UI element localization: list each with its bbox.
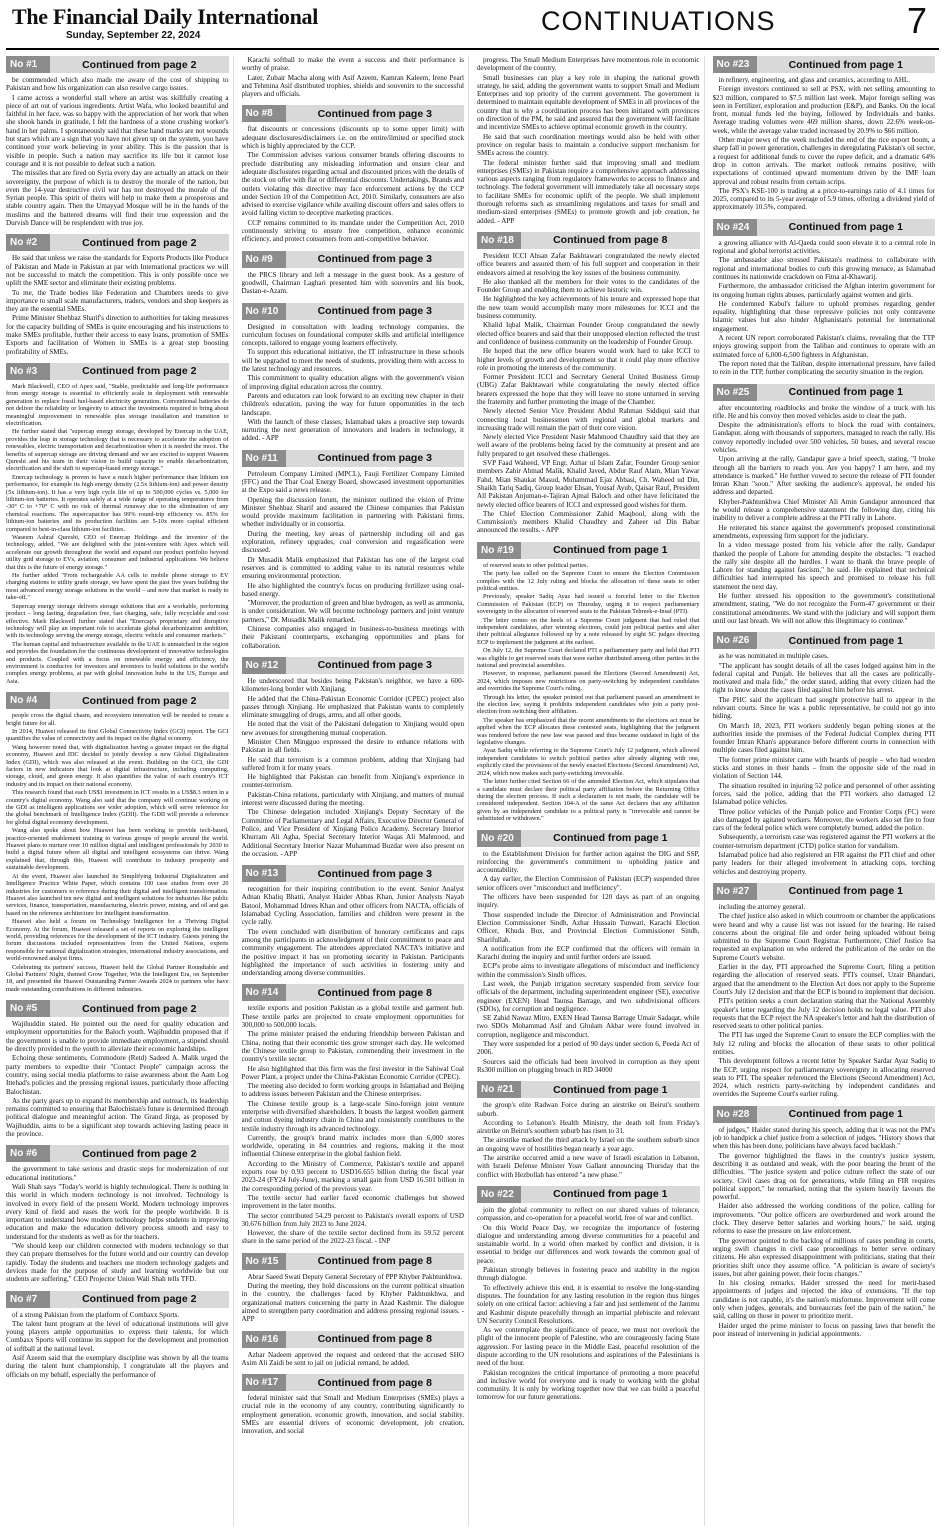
story-paragraph: With the launch of these classes, Islamabad takes a proactive step towards nurturing the next generation of innovators and leaders in technology, it added. - APP (241, 417, 464, 443)
continuation-story (242, 1331, 465, 1368)
story-paragraph: In a video message posted from his vehicle after the rally, Gandapur thanked the people of Lahore for attending despite the obstacles. "I reached the rally site despite all the hurdles. I want to thank the brave people of Lahore for standing against fascism," he said. He explained that technical difficulties had interrupted his speech and promised to release his full statement the next day. (712, 541, 935, 591)
story-number: No #26 (713, 632, 757, 649)
story-paragraph: join the global community to reflect on our shared values of tolerance, compassion, and co-operation for a peaceful world, free of war and conflict. (477, 1205, 700, 1223)
story-paragraph: The ambassador also stressed Pakistan's readiness to collaborate with regional and international bodies to curb this growing menace, as Islamabad continues its nationwide crackdown on Fitna al-Khawarij. (712, 256, 935, 281)
story-paragraph: Other major news of the week included the end of the rice export boom, a sharp fall in power generation, challenges in deregulating Pakistan's oil sector, a request for additional funds to cover the rupee deficit, and a dramatic 64% drop in cotton arrivals. The market outlook remains positive, with expectations of continued upward momentum driven by the IMF loan approval and robust results from certain scrips. (712, 136, 935, 186)
story-paragraph: He condemned Kabul's failure to uphold promises regarding gender equality, highlighting that these repressive policies not only contravene Islamic values but also hinder Afghanistan's potential for international engagement. (712, 299, 935, 333)
continuation-story (6, 1145, 229, 1283)
continuation-story (6, 1000, 229, 1138)
story-paragraph: Opening the discussion forum, the minister outlined the vision of Prime Minister Shehbaz Sharif and assured the Chinese companies that Pakistan would provide maximum facilitation in partnering with Pakistani firms, whether individually or in consortia. (241, 495, 464, 529)
story-paragraph: Khyber-Pakhtunkhwa Chief Minister Ali Amin Gandapur announced that he would release a comprehensive statement the following day, citing his inability to deliver a complete address at the PTI rally in Lahore. (712, 497, 935, 523)
masthead (6, 0, 939, 50)
continuation-story (6, 234, 229, 356)
story-continued-label: Continued from page 8 (553, 234, 668, 247)
story-paragraph: CCP remains committed to its mandate under the Competition Act, 2010 continuously striving to ensure free competition, enhance economic efficiency, and protect consumers from anti-competitive behavior. (241, 218, 464, 244)
story-number: No #2 (6, 234, 50, 251)
continuation-story (6, 1291, 229, 1379)
story-paragraph: The letter comes on the heels of a Supreme Court judgment that had ruled that independent candidates, after winning elections, could join political parties and alter their political allegiance followed up by a note released by eight SC judges directing ECP to implement the judgment at the earliest. (477, 616, 700, 646)
story-paragraph: people cross the digital chasm, and ecosystem innovation will be needed to create a bright future for all. (6, 712, 229, 727)
story-paragraph: Enercap technology is proven to have a much higher performance than lithium ion performance, for example its high energy density (2.5x lithium-ion) and power density (5x lithium-ion). It has a very high cycle life of up to 500,000 cycles vs. 5,000 for lithium-ion batteries. It operates safely at a wide range of operating temperatures from -30° C to +70° C with no risk of thermal runaway due to the elimination of any chemical reactions. The supercapacitor has 99% round-trip efficiency vs. 85% for lithium-ion batteries and its production facilities are 5-10x more capital efficient compared to best-in-class lithium-ion facilities. (6, 473, 229, 533)
story-paragraph: During the meeting, key areas of partnership including oil and gas exploration, refinery upgrades, coal conversion and regasification were discussed. (241, 529, 464, 555)
story-paragraph: the group's elite Radwan Force during an airstrike on Beirut's southern suburb. (477, 1101, 700, 1118)
story-paragraph: The officers have been suspended for 120 days as part of an ongoing inquiry. (477, 893, 700, 910)
story-paragraph: Those suspended include the Director of Administration and Provincial Election Commissioner Sindh, Azhar Hussain Tunwari, Karachi Election Officer, Khuda Bux, and Provincial Election Commissioner Sindh, Sharifullah. (477, 910, 700, 944)
story-header (477, 232, 700, 249)
story-paragraph: Azhar Nadeem approved the request and ordered that the accused SHO Asim Ali Zaidi be sent to jail on judicial remand, he added. (241, 1350, 464, 1367)
story-paragraph: As we contemplate the significance of peace, we must not overlook the plight of the innocent people of Palestine, who are courageously facing State aggression. For lasting peace in the Middle East, peaceful resolution of the dispute according to the UN resolutions and aspirations of the Palestinians is need of the hour. (477, 1326, 700, 1368)
continuation-story (242, 450, 465, 650)
story-paragraph: He said that such coordination meetings would also be held with other province on regular basis to maintain a conducive support mechanism for SMEs across the country. (477, 132, 700, 158)
story-paragraph: the government to take serious and drastic steps for modernization of our educational institutions." (6, 1165, 229, 1182)
story-paragraph: The Chinese textile group is a large-scale Sino-foreign joint venture enterprise with diversified shareholders. It boasts the largest woollen garment and cotton dyeing industry chain in China and consistently contributes to the textile industry through its advanced technology. (241, 1099, 464, 1133)
story-paragraph: He highlighted the key achievements of his tenure and expressed hope that the new team would accomplish many more milestones for ICCI and the business community. (477, 295, 700, 321)
story-header (713, 1106, 936, 1123)
story-paragraph: to the Establishment Division for further action against the DIG and SSP, reinforcing the government's commitment to upholding justice and accountability. (477, 849, 700, 875)
story-number: No #19 (477, 542, 521, 559)
story-paragraph: The federal minister further said that improving small and medium enterprises (SMEs) in Pakistan require a comprehensive approach addressing various aspects ranging from regulatory frameworks to access to finance and technology. The federal government will immediately take all necessary steps to facilitate SMEs for economic uplift of the people. We shall implement thorough reforms such as streamlining regulations and taxes for small and medium-sized enterprises (SMEs) to promote growth and job creation, he added. - APP (477, 158, 700, 225)
story-header (6, 1145, 229, 1162)
story-paragraph: The missiles that are fired on Syria every day are actually an attack on their sovereignty, the purpose of which is to destroy the morale of the nation, but even the 14-year destructive civil war has not destroyed the morale of the Syrian people. This spirit of theirs will help to make them a prosperous and stable country again. Then the Umayyad Mosque will be in the hands of the muslims and the battered dreams will find their true expression and the Durvish Dance will be resplendent with true joy. (6, 169, 229, 228)
story-header (242, 984, 465, 1001)
story-paragraph: Prime Minister Shehbaz Sharif's direction to authorities for taking measures for the capacity building of SMEs is quite encouraging and his instructions to make SMEs profitable, further their access to easy loans, promotion of SMEs Exports and facilitation of Women in SMEs is a great step boosting profitability of SMEs. (6, 314, 229, 356)
page-number: 7 (906, 0, 927, 41)
continuation-story (713, 632, 936, 876)
story-paragraph: Parents and educators can look forward to an exciting new chapter in their children's education, paving the way for future opportunities in the tech landscape. (241, 391, 464, 417)
story-number: No #14 (242, 984, 286, 1001)
story-paragraph: Small businesses can play a key role in shaping the national growth strategy, he said, adding the government wants to support Small and Medium Enterprises and top priority of the current government. The government is determined to maintain equitable development of SMEs in all provinces of the country that is why a coordination process has been initiated with provinces on direction of the PM, he said and assured that the government will facilitate and incentivize SMEs to achieve optimal economic growth in the country. (477, 73, 700, 132)
column-1 (6, 56, 234, 1526)
story-paragraph: He also highlighted the country's focus on producing fertilizer using coal-based energy. (241, 581, 464, 598)
continuation-story (477, 1081, 700, 1179)
story-paragraph: The letter further cited Section 66 of the amended Election Act, which stipulates that a candidate must declare their political party affiliation before the Returning Office during the election process. If such a declaration is not made, the candidate will be considered independent. Section 104-A of the same Act declares that any affiliation given by an independent candidate to a political party is "irrevocable and cannot be substituted or withdrawn." (477, 778, 700, 823)
story-number: No #18 (477, 232, 521, 249)
story-paragraph: Chinese companies also engaged in business-to-business meetings with their Pakistani counterparts, exchanging opportunities and plans for collaboration. (241, 625, 464, 650)
story-continued-label: Continued from page 1 (788, 386, 903, 398)
story-paragraph: Haider also addressed the working conditions of the police, calling for improvements. "Our police officers are overburdened and work around the clock. They deserve better salaries and working hours," he said, urging reforms to ease the pressure on law enforcement. (712, 1202, 935, 1236)
story-paragraph: Pakistan-China relations, particularly with Xinjiang, and matters of mutual interest were discussed during the meeting. (241, 790, 464, 808)
story-paragraph: Petroleum Company Limited (MPCL), Fauji Fertilizer Company Limited (FFC) and the Thar Coal Energy Board, showcased investment opportunities at the Expo said a news release. (241, 469, 464, 495)
story-paragraph: The prime minister praised the enduring friendship between Pakistan and China, noting that their economic ties grow stronger each day. He welcomed the Chinese textile group to Pakistan, commending their investment in the country's textile sector. (241, 1030, 464, 1064)
story-paragraph: To effectively achieve this end, it is essential to resolve the long-standing disputes. The foundation for any lasting resolution in the region thus hinges solely on one critical factor: achieving a fair and just settlement of the Jammu and Kashmir dispute peacefully through an impartial plebiscite and relevant UN Security Council Resolutions. (477, 1283, 700, 1325)
story-paragraph: Furthermore, the ambassador criticised the Afghan interim government for its ongoing human rights abuses, particularly against women and girls. (712, 282, 935, 299)
continuation-story (477, 232, 700, 535)
story-paragraph: Subsequently, a terrorism case was registered against the PTI workers at the counter-terrorism department (CTD) police station for vandalism. (712, 833, 935, 850)
story-paragraph: Asif Azeem said that the exemplary discipline was shown by all the teams during the talent hunt championship, I congratulate all the players and officials on my behalf, especially the performance of (6, 1353, 229, 1379)
story-paragraph: the PRCS library and left a message in the guest book. As a gesture of goodwill, Chairman Laghari presented him with souvenirs and his book, Dastan-e-Azam. (241, 270, 464, 296)
story-header (242, 1374, 465, 1391)
story-paragraph: Earlier in the day, PTI approached the Supreme Court, filing a petition regarding the allocation of reserved seats. PTI's counsel, Uzair Bhandari, argued that the amendment to the Election Act does not apply to the Supreme Court's July 12 decision and that the ECP is bound to implement that decision. (712, 963, 935, 996)
story-continued-label: Continued from page 1 (788, 885, 903, 898)
section-title: CONTINUATIONS (541, 6, 776, 36)
story-continued-label: Continued from page 1 (788, 58, 903, 71)
continuation-story (477, 542, 700, 823)
column-4 (713, 56, 940, 1526)
continuation-story (477, 830, 700, 1075)
story-number: No #22 (477, 1186, 521, 1203)
story-number: No #3 (6, 363, 50, 380)
story-paragraph: Last week, the Punjab irrigation secretary suspended from service four officials of the department, including superintendent engineer (SE), executive engineer (EXEN) Head Taunsa Barrage, and two subdivisional officers (SDOs), for corruption and negligence. (477, 980, 700, 1013)
story-paragraph: The event concluded with distribution of honorary certificates and caps among the participants in acknowledgment of their commitment to peace and community engagement. The attendees appreciated NACTA's initiative and the positive impact it has on promoting security in Pakistan. Participants highlighted the importance of such activities in fostering unity and understanding among diverse communities. (241, 927, 464, 978)
story-paragraph: ECP's probe aims to investigate allegations of misconduct and inefficiency within the commission's Sindh offices. (477, 962, 700, 979)
story-paragraph: He further stressed his opposition to the government's constitutional amendment, stating, "We do not recognize the Form-47 government or their constitutional amendments. We stand with the judiciary and will support them until our last breath. We will not allow this illegitimacy to continue." (712, 592, 935, 625)
column-2 (242, 56, 470, 1526)
story-number: No #9 (242, 251, 286, 268)
story-header (477, 542, 700, 559)
story-continued-label: Continued from page 1 (788, 634, 903, 647)
story-continued-label: Continued from page 1 (788, 221, 903, 234)
story-paragraph: During the meeting, they hold discussions on the current political situation in the country, the challenges faced by Khyber Pakhtunkhwa, and organizational matters concerning the party in Azad Kashmir. The dialogue aimed to strengthen party coordination and address pressing regional issues. - APP (241, 1282, 464, 1324)
story-paragraph: as he was nominated in multiple cases. (718, 652, 829, 661)
story-paragraph: He further stated that "supercap energy storage, developed by Enercap in the UAE, provides the leap in storage technology that is necessary to accelerate the adoption of renewables, electric transportation and decarbonization when it is needed the most. The benefits of supercap storage are driving demand and we are excited to support Waseem Qureshi and his team in their vision to build capacity to enable decarbonization, electrification and the shift to supercap-based energy storage." (6, 428, 229, 473)
story-paragraph: Wajihuddin stated. He pointed out the need for quality education and employment opportunities for the Baloch youth. Wajihuddin proposed that if the government is unable to provide immediate employment, a stipend should be directly provided to the youth to alleviate their economic hardships. (6, 1020, 229, 1054)
story-paragraph: The airstrike marked the third attack by Israel on the southern suburb since an ongoing wave of hostilities began nearly a year ago. (477, 1136, 700, 1153)
story-paragraph: The Chinese delegation included Xinjiang's Deputy Secretary of the Committee of Parliamentary and Legal Affairs, Executive Director General of Police, and Vice President of Xinjiang Police Academy. Secretary Interior Khurram Ali Agha, Special Secretary Interior Waqas Ali Mahmood, and Additional Secretary Interior Nazar Muhammad Buzdar were also present on the occasion. - APP (241, 808, 464, 858)
continuation-story (242, 56, 465, 98)
story-paragraph: The sector contributed 54.29 percent to Pakistan's overall exports of USD 30.676 billion from July 2023 to June 2024. (241, 1211, 464, 1228)
story-paragraph: progress. The Small Medium Enterprises have momentous role in economic development of the country. (477, 56, 700, 73)
story-header (713, 632, 936, 649)
story-paragraph: Huawei also held a forum on Technology Intelligence for a Thriving Digital Economy. At the forum, Huawei released a set of reports on exploring the intelligent world, providing references for the development of the ICT industry. Guests joining the forum discussions included representatives from the United Nations, experts responsible for national digitalization strategies, international industry associations, and world-renowned analyst firms. (6, 918, 229, 963)
story-paragraph: To me, the Trade bodies like Federation and Chambers needs to give importance to small scale manufacturers, traders, vendors and shop keepers as they are the essential SMEs. (6, 288, 229, 314)
story-paragraph: The governor pointed to the backlog of millions of cases pending in courts, urging swift changes in civil case proceedings to better serve ordinary citizens. He also expressed disappointment with politicians, stating that their priorities shift once they assume office. "A politician is aware of society's issues, but after gaining power, their focus changes." (712, 1236, 935, 1278)
story-header (713, 883, 936, 900)
story-continued-label: Continued from page 2 (82, 1293, 197, 1305)
story-paragraph: Dr Musadik Malik emphasized that Pakistan has one of the largest coal reserves and is committed to adding value to its natural resources while ensuring environmental protection. (241, 555, 464, 581)
story-paragraph: The textile sector had earlier faced economic challenges but showed improvement in the later months. (241, 1193, 464, 1211)
story-paragraph: Sources said the officials had been involved in corruption as they spent Rs300 million on plugging breach in RD 34000 (477, 1057, 700, 1074)
story-paragraph: He also highlighted that this firm was the first investor in the Sahiwal Coal Power Plant, a project under the China-Pakistan Economic Corridor (CPEC). (241, 1064, 464, 1081)
story-number: No #15 (242, 1253, 286, 1270)
continuation-story (713, 219, 936, 377)
story-paragraph: SE Zahid Nawaz Mitro, EXEN Head Taunsa Barrage Umair Sadaqat, while two SDOs Mohammad Asif and Ghulam Akbar were found involved in corruption, negligence and misconduct. (477, 1014, 700, 1039)
story-paragraph: The PTI has urged the Supreme Court to ensure the ECP complies with the July 12 ruling and blocks the allocation of these seats to other political entities. (712, 1031, 935, 1056)
story-paragraph: He further added "From rechargeable AA cells to mobile phone storage to EV charging stations to utility grade storage, we have spent the past five years building the most advanced energy storage solutions in the world – and now that market is ready to take-off." (6, 572, 229, 602)
continuation-story (242, 251, 465, 296)
story-header (242, 1253, 465, 1270)
story-number: No #5 (6, 1000, 50, 1017)
story-number: No #23 (713, 56, 757, 73)
story-paragraph: be commended which also made me aware of the cost of shipping to Pakistan and how his organization can also resolve cargo issues. (6, 76, 229, 93)
story-paragraph: The meeting also decided to form working groups in Islamabad and Beijing to address issues between Pakistan and the Chinese enterprises. (241, 1082, 464, 1099)
continuation-story (713, 384, 936, 626)
story-number: No #20 (477, 830, 521, 847)
story-paragraph: To support this educational initiative, the IT infrastructure in these schools will be upgraded to meet the needs of students, providing them with access to the latest technology and resources. (241, 348, 464, 374)
continuation-story (242, 657, 465, 858)
story-paragraph: A notification from the ECP confirmed that the officers will remain in Karachi during the inquiry and until further orders are issued. (477, 944, 700, 962)
continuation-story (242, 303, 465, 443)
continuation-story (6, 692, 229, 993)
story-header (242, 1331, 465, 1348)
story-continued-label: Continued from page 2 (82, 365, 197, 378)
story-paragraph: Former President ICCI and Secretary General United Business Group (UBG) Zafar Bakhtawari while congratulating the newly elected office bearers expressed the hope that they will leave no stone unturned in serving the fraternity and further promoting the image of the Chamber. (477, 373, 700, 406)
story-paragraph: Abrar Saeed Swati Deputy General Secretary of PPP Khyber Pakhtunkhwa. (247, 1272, 463, 1281)
story-paragraph: Newly elected Senior Vice President Abdul Rahman Siddiqui said that connecting local businessmen with regional and global markets and increasing trade will remain the part of their core vision. (477, 407, 700, 432)
story-paragraph: in refinery, engineering, and glass and ceramics, according to AHL. (718, 76, 911, 84)
story-paragraph: This development follows a recent letter by Speaker Sardar Ayaz Sadiq to the ECP, urging respect for parliamentary sovereignty in allocating reserved seats to PTI. The speaker referenced the Elections (Second Amendment) Act, 2024, which restricts party-switching by independent candidates and overrides the Supreme Court's earlier ruling. (712, 1057, 935, 1099)
story-header (477, 1081, 700, 1098)
story-paragraph: "Moreover, the production of green and blue hydrogen, as well as ammonia, is under consideration. We will become technology partners and joint venture partners," Dr. Musadik Malik remarked. (241, 599, 464, 624)
story-paragraph: He noted that the visit of the Pakistani delegation to Xinjiang would open new avenues for strengthening mutual cooperation. (241, 720, 464, 737)
story-paragraph: of reserved seats to other political parties. (483, 561, 589, 569)
story-paragraph: At the event, Huawei also launched its Simplifying Industrial Digitalization and Intelligence Practice White Paper, which contains 100 case studies from over 20 industries for customers to reference during their digital and intelligent transformation. Huawei also launched ten new digital and intelligent solutions for industries like public services, finance, transportation, manufacturing, electric power, mining, and oil and gas based on the reference architecture for intelligent transformation. (6, 872, 229, 917)
story-paragraph: The PHC said the applicant had sought protective bail to appear in the relevant courts. Since he was a public representative, he could not go into hiding. (712, 695, 935, 721)
story-continued-label: Continued from page 3 (317, 107, 432, 120)
story-paragraph: a growing alliance with Al-Qaeda could soon elevate it to a central role in regional and global terrorist activities. (712, 238, 935, 256)
story-header (242, 303, 465, 320)
story-number: No #6 (6, 1145, 50, 1162)
story-paragraph: Currently, the group's brand matrix includes more than 6,000 stores worldwide, operating in 84 countries and regions, making it the most influential Chinese enterprise in the global fashion field. (241, 1133, 464, 1159)
story-paragraph: He underscored that besides being Pakistan's neighbor, we have a 600-kilometer-long border with Xinjiang. (241, 676, 464, 694)
story-number: No #7 (6, 1291, 50, 1308)
story-paragraph: Three police vehicles of the Punjab police and Frontier Corps (FC) were also damaged by agitated workers. Moreover, the workers also set fire to four cars of the federal police which were completely burned, added the police. (712, 807, 935, 833)
story-continued-label: Continued from page 2 (82, 58, 197, 71)
story-paragraph: PTI's petition seeks a court declaration stating that the National Assembly speaker's letter regarding the July 12 decision holds no legal value. PTI also requests that the ECP reject the NA speaker's letter and halt the distribution of reserved seats to other political parties. (712, 997, 935, 1031)
story-number: No #25 (713, 384, 757, 401)
story-paragraph: SVP Faad Waheed, VP Engr. Azhar ul Islam Zafar, Founder Group senior members Zahir Ahmad Malik, Khalid Javed, Abdur Rauf Alam, Mian Yawar Fahd, Mian Shaukat Masud, Muhammad Ejaz Abbasi, Ch. Waheed ud Din, Shaikh Tariq Sadiq, Group leader Ehsan, Yousaf Ayub, Qaisar Rauf, President All Pakistan Anjuman-e-Tajiran Ajmal Baloch and other have felicitated the newly elected office bearers of ICCI and expressed good wishes for them. (477, 459, 700, 509)
story-paragraph: recognition for their inspiring contribution to the event. Senior Analyst Adnan Khaliq Bhatti, Analyst Haider Abbas Khan, Junior Analysts Nayab Batool, Mohammad Idrees Khan and other officers from NACTA, officials of Islamabad Cycling Association, families and children were present in the cycle rally. (241, 885, 464, 927)
continuation-story (6, 363, 229, 685)
story-paragraph: The airstrike occurred amid a new wave of Israeli escalation in Lebanon, with Israeli Defense Minister Yoav Gallant announcing Thursday that the conflict with Hezbollah has entered "a new phase." (477, 1154, 700, 1179)
story-paragraph: This research found that each US$1 investment in ICT results in a US$8.3 return in a country's digital economy. Wang also said that the company will continue working on the GDI as intelligent applications see wider adoption, which will serve reference for the global benchmark of Intelligence Index (GDII). The GDII will provide a reference for global digital economy development. (6, 789, 229, 826)
story-paragraph: He also thanked all the members for their votes to the candidates of the Founder Group and enabling them to achieve historic win. (477, 277, 700, 295)
story-paragraph: The party has called on the Supreme Court to ensure the Election Commission complies with the 12 July ruling and blocks the allocation of these seats to other political entities. (477, 570, 700, 592)
story-header (6, 56, 229, 73)
story-continued-label: Continued from page 2 (82, 694, 197, 707)
story-paragraph: A recent UN report corroborated Pakistan's claims, revealing that the TTP enjoys growing support from the Taliban and continues to operate with an estimated force of 6,000-6,500 fighters in Afghanistan. (712, 334, 935, 359)
story-header (242, 450, 465, 467)
columns (6, 50, 939, 1526)
story-header (6, 1291, 229, 1308)
story-paragraph: The PSX's KSE-100 is trading at a price-to-earnings ratio of 4.1 times for 2025, compared to its 5-year average of 5.9 times, offering a dividend yield of approximately 10.5%, compared. (712, 186, 935, 212)
story-continued-label: Continued from page 2 (82, 1002, 197, 1015)
story-paragraph: He hoped that the new office bearers would work hard to take ICCI to higher levels of growth and development so that it could play more effective role in promoting the interests of the community. (477, 347, 700, 372)
story-continued-label: Continued from page 1 (788, 1108, 903, 1121)
story-header (477, 1186, 700, 1203)
continuation-story (242, 1374, 465, 1435)
story-paragraph: The Commission advises various consumer brands offering discounts to preclude distributing any misleading information and ensure clear and adequate disclosures regarding actual and discounted prices with the details of the stock on offer with flat or differential discounts. Undertakings, Brands and outlets violating this directive may face enforcement actions by the CCP under Section 10 of the Competition Act, 2010. Similarly, consumers are also advised to exercise vigilance while availing discount offers and sales offers to avoid falling victim to deceptive marketing practices. (241, 151, 464, 218)
story-header (713, 56, 936, 73)
story-paragraph: Through his letter, the speaker pointed out that parliament passed an amendment to the election law, saying it prohibits independent candidates who join a party post-election from switching their affiliation. (477, 693, 700, 716)
story-paragraph: The report noted that the Taliban, despite international pressure, have failed to rein in the TTP, further complicating the security situation in the region. (712, 359, 935, 377)
story-number: No #8 (242, 105, 286, 122)
story-paragraph: The former prime minister came with hoards of people – who had wooden sticks and stones in their hands – from the opposite side of the road in violation of Section 144. (712, 755, 935, 781)
story-paragraph: Pakistan strongly believes in fostering peace and stability in the region through dialogue. (477, 1266, 700, 1283)
story-continued-label: Continued from page 3 (317, 253, 432, 266)
story-header (713, 384, 936, 401)
story-continued-label: Continued from page 8 (317, 986, 432, 999)
story-header (242, 251, 465, 268)
story-paragraph: However, the share of the textile sector declined from its 59.52 percent share in the same period of the 2022-23 fiscal. - INP (241, 1229, 464, 1246)
story-number: No #16 (242, 1331, 286, 1348)
column-3 (477, 56, 705, 1526)
story-paragraph: Foreign investors continued to sell at PSX, with net selling amounting to $23 million, compared to $7.5 million last week. Major foreign selling was seen in Fertilizer, exploration and production (E&P), and Banks. On the local front, mutual funds led the buying, followed by Individuals and banks. Average trading volumes were 469 million shares, down 22.6% week-on-week, while the average value traded increased by 20.9% to $66 million. (712, 85, 935, 135)
story-number: No #17 (242, 1374, 286, 1391)
story-paragraph: The human capital and infrastructure available in the UAE is unmatched in the region and provides the foundation for the continuous development of innovative technologies and products. Coupled with a focus on renewable energy and efficiency, the environment is conducive for investors and inventors to build solutions to the world's complex energy problems, at par with global innovation hubs in the US, Europe and Asia. (6, 640, 229, 685)
story-number: No #12 (242, 657, 286, 674)
story-header (242, 105, 465, 122)
story-paragraph: As the party gears up to expand its membership and outreach, its leadership remains committed to ensuring that Balochistan's future is determined through political dialogue and meaningful action. The Grand Jirga, as proposed by Wajihuddin, aims to be a significant step towards achieving lasting peace in the province. (6, 1096, 229, 1139)
continuation-story (242, 105, 465, 243)
story-continued-label: Continued from page 1 (553, 1083, 668, 1096)
story-paragraph: "The applicant has sought details of all the cases lodged against him in the federal capital and Punjab. He believes that all the cases are politically-motivated and mala fide," the order stated, adding that every citizen had the right to know about the cases filed against him before his arrest. (712, 661, 935, 695)
paper-name: The Financial Daily International (12, 4, 319, 29)
story-paragraph: They were suspended for a period of 90 days under section 6, Peeda Act of 2006. (477, 1040, 700, 1057)
story-paragraph: On March 18, 2023, PTI workers suddenly began pelting stones at the authorities inside the premises of the Federal Judicial Complex during PTI founder Imran Khan's appearance before different courts in connection with multiple cases filed against him. (712, 721, 935, 755)
story-paragraph: This commitment to quality education aligns with the government's vision of improving digital education across the country. (241, 374, 464, 391)
story-header (242, 657, 465, 674)
story-continued-label: Continued from page 3 (317, 305, 432, 318)
story-paragraph: Wali Shah says "Today's world is highly technological. There is nothing in this world in which modern technology is not involved. Technology is involved in every field of the present World. Modern technology improves every kind of field and eases the work for the people worldwide. It is important to understand how modern technology helps students in improving education and make the education delivery process smooth and easy to understand for the students as well as for the teachers. (6, 1182, 229, 1241)
story-paragraph: President ICCI Ahsan Zafar Bakhtawari congratulated the newly elected office bearers and assured them of his full support and cooperation in their endeavors aimed at resolving the key issues of the business community. (477, 251, 700, 277)
story-number: No #1 (6, 56, 50, 73)
story-paragraph: of a strong Pakistan from the platform of Combaxx Sports. (12, 1310, 180, 1319)
story-paragraph: The governor highlighted the flaws in the country's justice system, describing it as outdated and weak, with the poor bearing the brunt of the difficulties. "The justice system and police culture reflect the state of our society. Civil cases drag on for generations, while filing an FIR requires political support," he remarked, noting that the system heavily favours the powerful. (712, 1151, 935, 1202)
story-paragraph: He added that the China-Pakistan Economic Corridor (CPEC) project also passes through Xinjiang. He emphasized that Pakistan wants to completely eliminate smuggling of drugs, arms, and all other goods. (241, 694, 464, 720)
story-paragraph: "We should keep our children connected with modern technology so that they can prepare themselves for the future world and our country can develop rapidly. Today the students and teachers use modern technology gadgets and devices made for the purpose of study and learning worldwide but our students are suffering," CEO Projector Union Wali Shah tells TFD. (6, 1242, 229, 1284)
story-continued-label: Continued from page 8 (317, 1376, 432, 1389)
story-paragraph: Newly elected Vice President Nasir Mahmood Chaudhry said that they are well aware of the problems being faced by the community at present and are fully prepared to get resolved these challenges. (477, 433, 700, 458)
story-number: No #10 (242, 303, 286, 320)
story-continued-label: Continued from page 8 (317, 1333, 432, 1346)
story-number: No #11 (242, 450, 286, 467)
story-paragraph: Upon arriving at the rally, Gandapur gave a brief speech, stating, "I broke through all the barriers to reach you. Are you happy? I am here, and my attendance is marked." He further vowed to secure the release of PTI founder Imran Khan "soon." After seeking the audience's approval, he ended his address and departed. (712, 455, 935, 497)
story-header (477, 830, 700, 847)
continuation-story (713, 1106, 936, 1338)
story-paragraph: of judges," Haider stated during his speech, adding that it was not the PM's job to handpick a chief justice from a selection of judges. "History shows that when this has been done, politicians have always faced backlash." (712, 1125, 935, 1151)
story-paragraph: On July 12, the Supreme Court declared PTI a parliamentary party and held that PTI was eligible to get reserved seats that were earlier distributed among other parties in the national and provincial assemblies. (477, 647, 700, 670)
story-paragraph: According to the Ministry of Commerce, Pakistan's textile and apparel exports rose by 0.93 percent to USD16.655 billion during the fiscal year 2023-24 (FY24 July-June), marking a small gain from USD 16.501 billion in the corresponding period of the previous year. (241, 1159, 464, 1193)
story-paragraph: The chief justice also asked in which courtroom or chamber the applications were heard and why a cause list was not issued for the hearing. He raised concerns about the original file and order being uploaded without being submitted to the Supreme Court Registrar. Furthermore, Chief Justice Isa requested an explanation on who ordered the publication of the order on the Supreme Court's website. (712, 912, 935, 962)
story-continued-label: Continued from page 3 (317, 659, 432, 672)
story-number: No #24 (713, 219, 757, 236)
story-paragraph: Haider urged the prime minister to focus on passing laws that benefit the poor instead of intervening in judicial appointments. (712, 1321, 935, 1338)
story-header (6, 1000, 229, 1017)
story-paragraph: In 2014, Huawei released its first Global Connectivity Index (GCI) report. The GCI quantifies the value of connectivity and its impact on the digital economy. (6, 727, 229, 743)
story-paragraph: The speaker has emphasized that the recent amendments to the elections act must be applied when the ECP allocates these contested seats, highlighting that the judgment was rendered before the new law was passed and thus became outdated in light of the legislative changes. (477, 716, 700, 747)
story-paragraph: Wang also spoke about how Huawei has been working to provide tech-based, practice-oriented enablement training to various groups of people around the world. Huawei plans to nurture over 10 million digital and intelligent professionals by 2030 to build a digital future where all digital and intelligent ecosystems can thrive. Wang explained that, through this, Huawei will contribute to industry prosperity and sustainable development. (6, 827, 229, 872)
story-continued-label: Continued from page 2 (82, 1147, 197, 1160)
story-paragraph: He said that terrorism is a common problem, adding that Xinjiang had suffered from it for many years. (241, 755, 464, 772)
story-paragraph: flat discounts or concessions (discounts up to some upper limit) with adequate disclosures/disclaimers i.e. on the entire/limited or specified stock which is highly appreciated by the CCP. (241, 125, 464, 151)
story-paragraph: Wang however noted that, with digitalization having a greater impact on the digital economy, Huawei and IDC decided to jointly develop a new Global Digitalization Index (GDI), which was also released at the event. Building on the GCI, the GDI factors in new indicators that look at digital infrastructure, including computing, storage, cloud, and green energy. It also quantifies the value of each country's ICT industry and its impact on their national economy. (6, 743, 229, 788)
story-continued-label: Continued from page 3 (317, 452, 432, 465)
continuation-story (242, 865, 465, 977)
continuation-story (477, 1186, 700, 1402)
story-paragraph: Echoing these sentiments, Commodore (Retd) Sadeed A. Malik urged the party members to expedite their "Contact People" campaign across the country, using social media platforms to raise awareness about the Aam Log Ittehad's policies and the pressing regional issues, particularly those affecting Balochistan. (6, 1054, 229, 1096)
story-paragraph: However, in response, parliament passed the Elections (Second Amendment) Act, 2024, which imposes new restrictions on party-switching by independent candidates and overrides the Supreme Court's ruling. (477, 670, 700, 693)
story-paragraph: after encountering roadblocks and broke the window of a truck with his rifle. He and his convoy then moved vehicles aside to clear the path. (712, 403, 935, 420)
story-number: No #28 (713, 1106, 757, 1123)
story-number: No #27 (713, 883, 757, 900)
continuation-story (713, 56, 936, 212)
story-continued-label: Continued from page 3 (317, 867, 432, 880)
story-paragraph: Mark Blackwell, CEO of Apex said, "Stable, predictable and long-life performance from energy storage is essential to efficiently scale in deployment with renewable generation to replace fossil fuel-based electricity generation. Conventional batteries do not deliver the reliability or longevity to attract the investments required to bring about meaningful improvement in renewable plus storage installation and transition to electrification. (6, 382, 229, 427)
story-number: No #21 (477, 1081, 521, 1098)
story-continued-label: Continued from page 2 (82, 236, 197, 249)
story-paragraph: The Chief Election Commissioner Zahid Maqbool, along with the Commission's members Khalid Chaudhry and Zaheer ud Din Babar announced the results. - APP (477, 509, 700, 535)
story-paragraph: According to Lebanon's Health Ministry, the death toll from Friday's airstrike on Beirut's southern suburb has risen to 31. (477, 1118, 700, 1136)
story-paragraph: Later, Zubair Macha along with Asif Azeem, Kamran Kaleem, Irene Pearl and Tehmina Asif distributed trophies, shields and souvenirs to the successful players and officials. (241, 73, 464, 99)
story-header (242, 865, 465, 882)
story-paragraph: The situation resulted in injuring 52 police and personnel of other assisting forces, said the police, adding that the PTI workers also damaged 12 Islamabad police vehicles. (712, 781, 935, 807)
story-paragraph: Minister Chen Mingguo expressed the desire to enhance relations with Pakistan in all fields. (241, 738, 464, 755)
story-continued-label: Continued from page 8 (317, 1255, 432, 1268)
story-paragraph: Celebrating its partners' success, Huawei held the Global Partner Roundtable and Global Partners' Night, themed Grow Together, Win the Intelligent Era, on September 18, and presented the Huawei Outstanding Partner Awards 2024 to partners who have made outstanding contributions in different industries. (6, 963, 229, 993)
continuation-story (713, 883, 936, 1099)
story-header (6, 692, 229, 709)
story-continued-label: Continued from page 1 (553, 544, 668, 557)
continuation-story (242, 984, 465, 1245)
story-number: No #4 (6, 692, 50, 709)
story-paragraph: Previously, speaker Sadiq Ayaz had issued a forceful letter to the Election Commission of Pakistan (ECP) on Thursday, urging it to respect parliamentary sovereignty in the allocation of reserved seats to the Pakistan Tehreek-e-Insaf (PTI). (477, 593, 700, 616)
story-paragraph: In his closing remarks, Haider stressed the need for merit-based appointments of judges and rejected the idea of extensions. "If the top candidate is not capable, it's the nation's misfortune. Improvement will come only when judges, generals, and bureaucrats feel the pain of the nation," he said, calling on those in power to prioritize merit. (712, 1279, 935, 1321)
continuation-story (477, 56, 700, 225)
publication-date: Sunday, September 22, 2024 (66, 30, 201, 41)
continuation-story (242, 1253, 465, 1324)
story-paragraph: including the attorney general. (718, 902, 806, 911)
story-paragraph: Supercap energy storage delivers storage solutions that are a workable, performing product – long lasting, degradation free, fast charging, safe, fully recyclable and cost effective. Mark Blackwell further stated that "Enercap's proprietary and disruptive technology will play an important role to accelerate global decarbonization ambition, with its technology serving the energy storage, electric vehicle and consumer markets." (6, 602, 229, 640)
story-paragraph: Despite the administration's efforts to block the road with containers, Gandapur, along with thousands of supporters, managed to reach the rally. His convoy reportedly included over 500 vehicles, 50 buses, and several rescue vehicles. (712, 421, 935, 454)
story-paragraph: He highlighted that Pakistan can benefit from Xinjiang's experience in counter-terrorism. (241, 773, 464, 790)
story-paragraph: federal minister said that Small and Medium Enterprises (SMEs) plays a crucial role in the economy of any country, contributing significantly to employment generation, economic growth, innovation, and social stability. SMEs are essential drivers of economic development, job creation, innovation, and social (241, 1394, 464, 1436)
continuation-story (6, 56, 229, 227)
story-paragraph: Waseem Ashraf Qureshi, CEO of Enercap Holdings and the inventor of the technology, added, "We are delighted with the joint-venture with Apex which will accelerate our growth throughout the world and expand our product portfolio beyond utility grid storage to EVs, aviation, consumer and industrial applications. We believe that this is the future of energy storage." (6, 534, 229, 571)
story-continued-label: Continued from page 1 (553, 1188, 668, 1201)
story-paragraph: textile exports and position Pakistan as a global textile and garment hub. These textile parks are projected to create employment opportunities for 300,000 to 500,000 locals. (241, 1004, 464, 1030)
story-paragraph: I came across a wonderful stall where an artist was skillfully creating a piece of art out of various ingredients. Artist Wafa, who looked beautiful and faithful in her face, was so happy with the appreciation of her work that when she shook hands in gratitude, I felt the hardness of a stone crushing worker's hand in her palms. I spontaneously said that these hand marks are not wounds but stars which are a sign that you have not given up on the system, you have continued your work believing in your ability. This is the passion that is visible in people. Such a nation may sacrifice its life but it cannot lose courage and it is not possible to defeat such a nation. (6, 93, 229, 168)
story-paragraph: Khalid Iqbal Malik, Chairman Founder Group congratulated the newly elected office bearers and said that their unopposed election reflected the trust and confidence of business community on the leadership of Founder Group. (477, 321, 700, 346)
story-paragraph: Islamabad police had also registered an FIR against the PTI chief and other party leaders for their alleged involvement in attacking cops, torching vehicles and destroying property. (712, 851, 935, 876)
story-paragraph: Designed in consultation with leading technology companies, the curriculum focuses on foundational computer skills and artificial intelligence concepts, tailored to engage young learners effectively. (241, 322, 464, 348)
story-paragraph: He reiterated his stance against the government's proposed constitutional amendments, expressing firm support for the judiciary. (712, 523, 935, 540)
story-paragraph: The talent hunt program at the level of educational institutions will give young players ample opportunities to express their talents, for which Combaxx Sports will continue its support for the development and promotion of softball at the national level. (6, 1319, 229, 1353)
story-header (713, 219, 936, 236)
story-header (6, 363, 229, 380)
story-paragraph: Ayaz Sadiq while referring to the Supreme Court's July 12 judgment, which allowed independent candidates to switch political parties after already aligning with one, explicitly cited the provisions of the newly enacted Elections (Second Amendment) Act, 2024, which now makes such party-switching irrevocable. (477, 747, 700, 777)
story-paragraph: He said that unless we raise the standards for Exports Products like Produce of Pakistan and Made in Pakistan at par with International practices we will not be successful to match the competition. This is only possible once we uplift the SME sector and eliminate their existing problems. (6, 254, 229, 288)
story-paragraph: Pakistan recognizes the critical importance of promoting a more peaceful and inclusive world for everyone and is ready to working with the global community. It is only by working together now that we can build a peaceful tomorrow for our future generations. (477, 1368, 700, 1402)
story-continued-label: Continued from page 1 (553, 832, 668, 845)
story-paragraph: Karachi softball to make the event a success and their performance is worthy of praise. (241, 56, 464, 73)
story-number: No #13 (242, 865, 286, 882)
story-paragraph: On this World Peace Day, we recognize the importance of fostering dialogue and understanding among diverse communities for a peaceful and sustainable world. In a world often marked by conflict and division, it is essential to bridge our differences and work towards the common goal of peace. (477, 1223, 700, 1265)
story-header (6, 234, 229, 251)
story-paragraph: A day earlier, the Election Commission of Pakistan (ECP) suspended three senior officers over "misconduct and inefficiency". (477, 875, 700, 892)
